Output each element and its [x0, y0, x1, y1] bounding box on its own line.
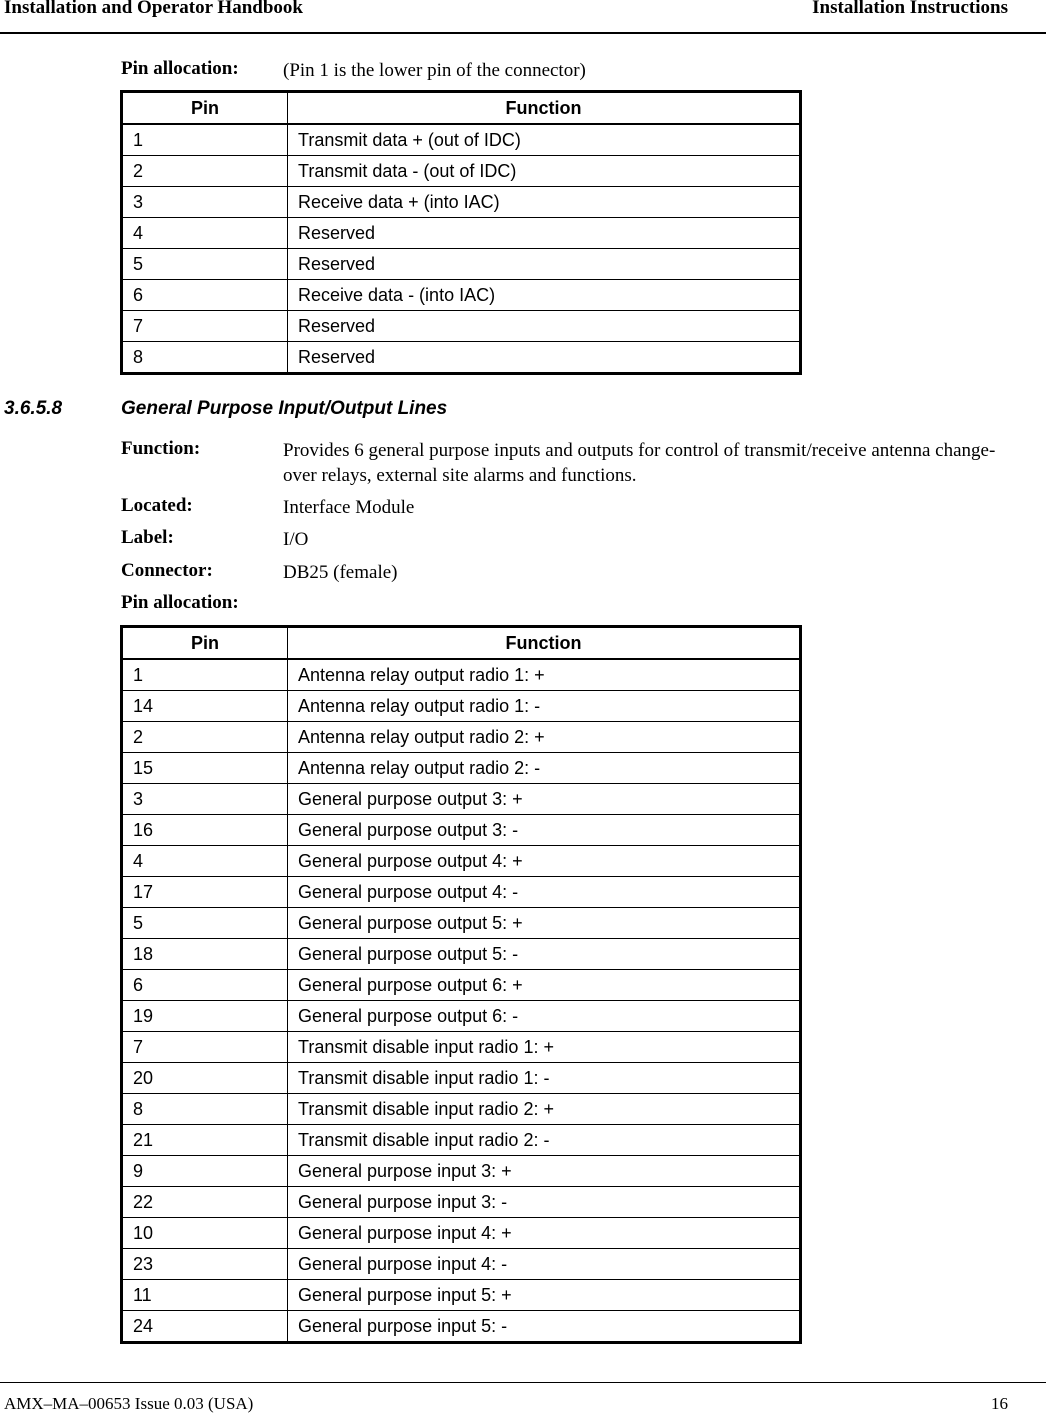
pin-cell: 3 — [122, 187, 288, 218]
label-value: I/O — [283, 529, 309, 550]
function-cell: General purpose input 5: + — [288, 1280, 801, 1311]
page-footer — [0, 1382, 1046, 1413]
table-row — [122, 753, 801, 784]
header-left-title: Installation and Operator Handbook — [4, 0, 303, 18]
located-value: Interface Module — [283, 497, 415, 518]
table-header-row — [122, 627, 801, 660]
function-cell: General purpose input 4: + — [288, 1218, 801, 1249]
pin-cell: 3 — [122, 784, 288, 815]
pin-cell: 8 — [122, 1094, 288, 1125]
function-cell: Antenna relay output radio 2: - — [288, 753, 801, 784]
pin-cell: 21 — [122, 1125, 288, 1156]
table-row — [122, 784, 801, 815]
pin-cell: 17 — [122, 877, 288, 908]
table-row — [122, 249, 801, 280]
located-label: Located: — [121, 495, 193, 516]
table-header-row — [122, 92, 801, 125]
connector-value: DB25 (female) — [283, 562, 398, 583]
pin-cell: 4 — [122, 218, 288, 249]
section-number: 3.6.5.8 — [4, 398, 63, 419]
label-label: Label: — [121, 527, 174, 548]
table-row — [122, 1218, 801, 1249]
connector-label: Connector: — [121, 560, 213, 581]
pin-cell: 22 — [122, 1187, 288, 1218]
table-row — [122, 908, 801, 939]
table-row — [122, 1156, 801, 1187]
function-cell: Receive data - (into IAC) — [288, 280, 801, 311]
table-row — [122, 218, 801, 249]
function-cell: General purpose input 3: + — [288, 1156, 801, 1187]
pin-cell: 1 — [122, 124, 288, 156]
function-cell: General purpose output 3: + — [288, 784, 801, 815]
pin-cell: 1 — [122, 659, 288, 691]
table-row — [122, 1063, 801, 1094]
pin-cell: 14 — [122, 691, 288, 722]
table-row — [122, 156, 801, 187]
page-header — [0, 0, 1046, 34]
pin-cell: 6 — [122, 280, 288, 311]
pin-cell: 20 — [122, 1063, 288, 1094]
pin-cell: 11 — [122, 1280, 288, 1311]
table-row — [122, 342, 801, 374]
pin-cell: 6 — [122, 970, 288, 1001]
pin-cell: 7 — [122, 1032, 288, 1063]
pin-cell: 5 — [122, 908, 288, 939]
table-row — [122, 722, 801, 753]
table-row — [122, 1249, 801, 1280]
pin-cell: 19 — [122, 1001, 288, 1032]
table-row — [122, 691, 801, 722]
column-header-function: Function — [288, 627, 801, 660]
table-row — [122, 939, 801, 970]
pin-cell: 18 — [122, 939, 288, 970]
pin-cell: 5 — [122, 249, 288, 280]
function-cell: Reserved — [288, 249, 801, 280]
function-cell: General purpose output 6: + — [288, 970, 801, 1001]
function-cell: Antenna relay output radio 2: + — [288, 722, 801, 753]
page-number: 16 — [991, 1394, 1008, 1413]
section-title: General Purpose Input/Output Lines — [121, 398, 448, 419]
table-row — [122, 1125, 801, 1156]
function-cell: Reserved — [288, 218, 801, 249]
function-cell: General purpose input 5: - — [288, 1311, 801, 1343]
function-cell: Transmit data + (out of IDC) — [288, 124, 801, 156]
function-cell: Transmit disable input radio 1: - — [288, 1063, 801, 1094]
pin-allocation-note: (Pin 1 is the lower pin of the connector) — [283, 60, 586, 81]
pin-allocation-label-2: Pin allocation: — [121, 592, 239, 613]
function-label: Function: — [121, 438, 201, 459]
function-cell: General purpose output 4: + — [288, 846, 801, 877]
pin-allocation-label-1: Pin allocation: — [121, 58, 239, 79]
table-row — [122, 970, 801, 1001]
pin-table-1 — [120, 90, 802, 375]
header-right-title: Installation Instructions — [812, 0, 1008, 18]
pin-cell: 16 — [122, 815, 288, 846]
function-cell: Reserved — [288, 342, 801, 374]
function-cell: General purpose output 5: - — [288, 939, 801, 970]
table-row — [122, 280, 801, 311]
table-row — [122, 846, 801, 877]
table-row — [122, 124, 801, 156]
function-cell: General purpose input 3: - — [288, 1187, 801, 1218]
pin-cell: 2 — [122, 722, 288, 753]
function-cell: Reserved — [288, 311, 801, 342]
function-cell: General purpose output 6: - — [288, 1001, 801, 1032]
column-header-function: Function — [288, 92, 801, 125]
function-cell: Transmit data - (out of IDC) — [288, 156, 801, 187]
pin-cell: 24 — [122, 1311, 288, 1343]
table-row — [122, 1094, 801, 1125]
table-row — [122, 187, 801, 218]
table-row — [122, 815, 801, 846]
column-header-pin: Pin — [122, 627, 288, 660]
pin-cell: 7 — [122, 311, 288, 342]
function-cell: General purpose output 3: - — [288, 815, 801, 846]
table-row — [122, 1032, 801, 1063]
function-cell: General purpose output 5: + — [288, 908, 801, 939]
table-row — [122, 1001, 801, 1032]
table-row — [122, 1311, 801, 1343]
function-cell: Antenna relay output radio 1: + — [288, 659, 801, 691]
function-cell: Receive data + (into IAC) — [288, 187, 801, 218]
function-cell: General purpose input 4: - — [288, 1249, 801, 1280]
pin-cell: 2 — [122, 156, 288, 187]
column-header-pin: Pin — [122, 92, 288, 125]
function-cell: Transmit disable input radio 2: - — [288, 1125, 801, 1156]
table-row — [122, 659, 801, 691]
table-row — [122, 1187, 801, 1218]
table-row — [122, 311, 801, 342]
pin-cell: 4 — [122, 846, 288, 877]
function-cell: Transmit disable input radio 2: + — [288, 1094, 801, 1125]
pin-cell: 9 — [122, 1156, 288, 1187]
function-cell: General purpose output 4: - — [288, 877, 801, 908]
pin-cell: 15 — [122, 753, 288, 784]
document-id: AMX–MA–00653 Issue 0.03 (USA) — [4, 1394, 254, 1413]
table-row — [122, 1280, 801, 1311]
pin-cell: 23 — [122, 1249, 288, 1280]
table-row — [122, 877, 801, 908]
function-cell: Antenna relay output radio 1: - — [288, 691, 801, 722]
pin-cell: 10 — [122, 1218, 288, 1249]
function-value: Provides 6 general purpose inputs and outputs for control of transmit/receive antenna change-over relays, external site alarms and functions. — [283, 440, 996, 486]
pin-cell: 8 — [122, 342, 288, 374]
function-cell: Transmit disable input radio 1: + — [288, 1032, 801, 1063]
pin-table-2 — [120, 625, 802, 1344]
